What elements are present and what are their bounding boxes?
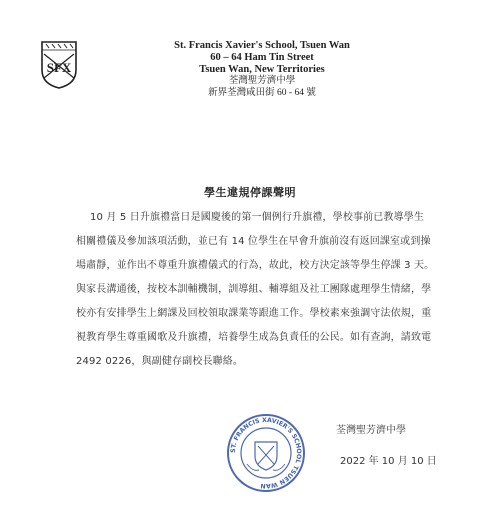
body-line: 2492 0226，與副健存副校長聯絡。 — [76, 356, 244, 367]
body-line: 場肅靜，並作出不尊重升旗禮儀式的行為，故此，校方決定該等學生停課 3 天。 — [76, 260, 435, 271]
body-line: 校亦有安排學生上網課及回校領取課業等跟進工作。學校素來強調守法依規，重 — [76, 308, 432, 319]
body-line: 視教育學生尊重國歌及升旗禮，培養學生成為負責任的公民。如有查詢，請致電 — [76, 332, 432, 343]
body-line: 10 月 5 日升旗禮當日是國慶後的第一個例行升旗禮，學校事前已教導學生 — [90, 212, 425, 223]
svg-text:SFX: SFX — [46, 60, 72, 75]
address-zh: 新界荃灣咸田街 60 - 64 號 — [208, 87, 316, 98]
address-line-2: Tsuen Wan, New Territories — [199, 63, 325, 75]
letterhead — [152, 40, 372, 99]
body-line: 相關禮儀及參加該項活動，並已有 14 位學生在早會升旗前沒有返回課室或到操 — [76, 236, 431, 247]
seal-text: ST. FRANCIS XAVIER'S SCHOOL TSUEN WAN — [229, 416, 303, 490]
signature-org: 荃灣聖芳濟中學 — [336, 425, 406, 436]
body-line: 與家長溝通後，按校本訓輔機制，訓導組、輔導組及社工團隊處理學生情緒，學 — [76, 284, 432, 295]
address-line-1: 60 – 64 Ham Tin Street — [210, 51, 314, 63]
school-seal-stamp — [225, 412, 307, 494]
school-crest-logo — [40, 40, 78, 90]
signature-date: 2022 年 10 月 10 日 — [340, 456, 437, 467]
statement-body — [76, 206, 442, 374]
school-name-en: St. Francis Xavier's School, Tsuen Wan — [174, 40, 350, 51]
school-name-zh: 荃灣聖芳濟中學 — [228, 76, 296, 87]
page-title: 學生違規停課聲明 — [204, 186, 296, 199]
